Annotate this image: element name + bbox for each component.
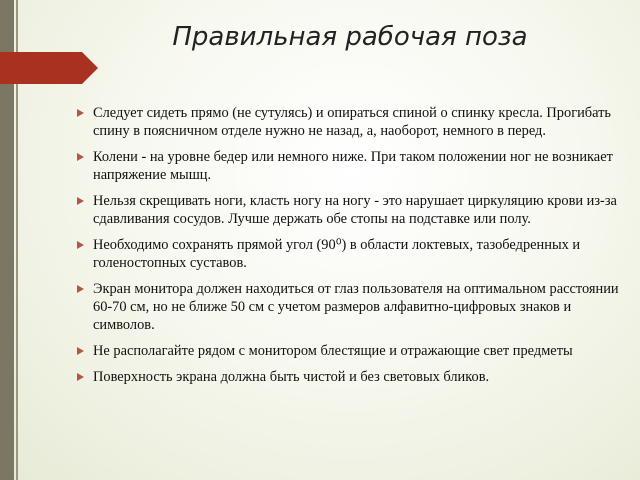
bullet-text: Следует сидеть прямо (не сутулясь) и опираться спиной о спинку кресла. Прогибать спину в поясничном отделе нужно не назад, а, наоборот, немного в перед. (93, 105, 611, 139)
bullet-item (76, 192, 632, 228)
triangle-bullet-icon (77, 285, 84, 293)
bullet-item (76, 104, 632, 140)
bullet-list (76, 104, 632, 394)
bullet-text: Не располагайте рядом с монитором блестящие и отражающие свет предметы (93, 343, 573, 359)
bullet-text: Колени - на уровне бедер или немного ниже. При таком положении ног не возникает напряжение мышц. (93, 149, 613, 183)
bullet-text: Необходимо сохранять прямой угол (90⁰) в области локтевых, тазобедренных и голеностопных суставов. (93, 237, 581, 271)
bullet-item (76, 236, 632, 272)
bullet-text: Нельзя скрещивать ноги, класть ногу на ногу - это нарушает циркуляцию крови из-за сдавливания сосудов. Лучше держать обе стопы на подставке или полу. (93, 193, 617, 227)
bullet-item (76, 148, 632, 184)
triangle-bullet-icon (77, 347, 84, 355)
decorative-red-tab-point (82, 52, 98, 84)
slide-title: Правильная рабочая поза (172, 22, 528, 52)
triangle-bullet-icon (77, 153, 84, 161)
triangle-bullet-icon (77, 197, 84, 205)
bullet-item (76, 368, 632, 386)
bullet-text: Экран монитора должен находиться от глаз пользователя на оптимальном расстоянии 60-70 см, но не ближе 50 см с учетом размеров алфавитно-цифровых знаков и символов. (93, 281, 619, 333)
bullet-item (76, 342, 632, 360)
triangle-bullet-icon (77, 109, 84, 117)
decorative-red-tab (0, 52, 82, 84)
bullet-item (76, 280, 632, 334)
bullet-text: Поверхность экрана должна быть чистой и без световых бликов. (93, 369, 490, 385)
triangle-bullet-icon (77, 373, 84, 381)
triangle-bullet-icon (77, 241, 84, 249)
